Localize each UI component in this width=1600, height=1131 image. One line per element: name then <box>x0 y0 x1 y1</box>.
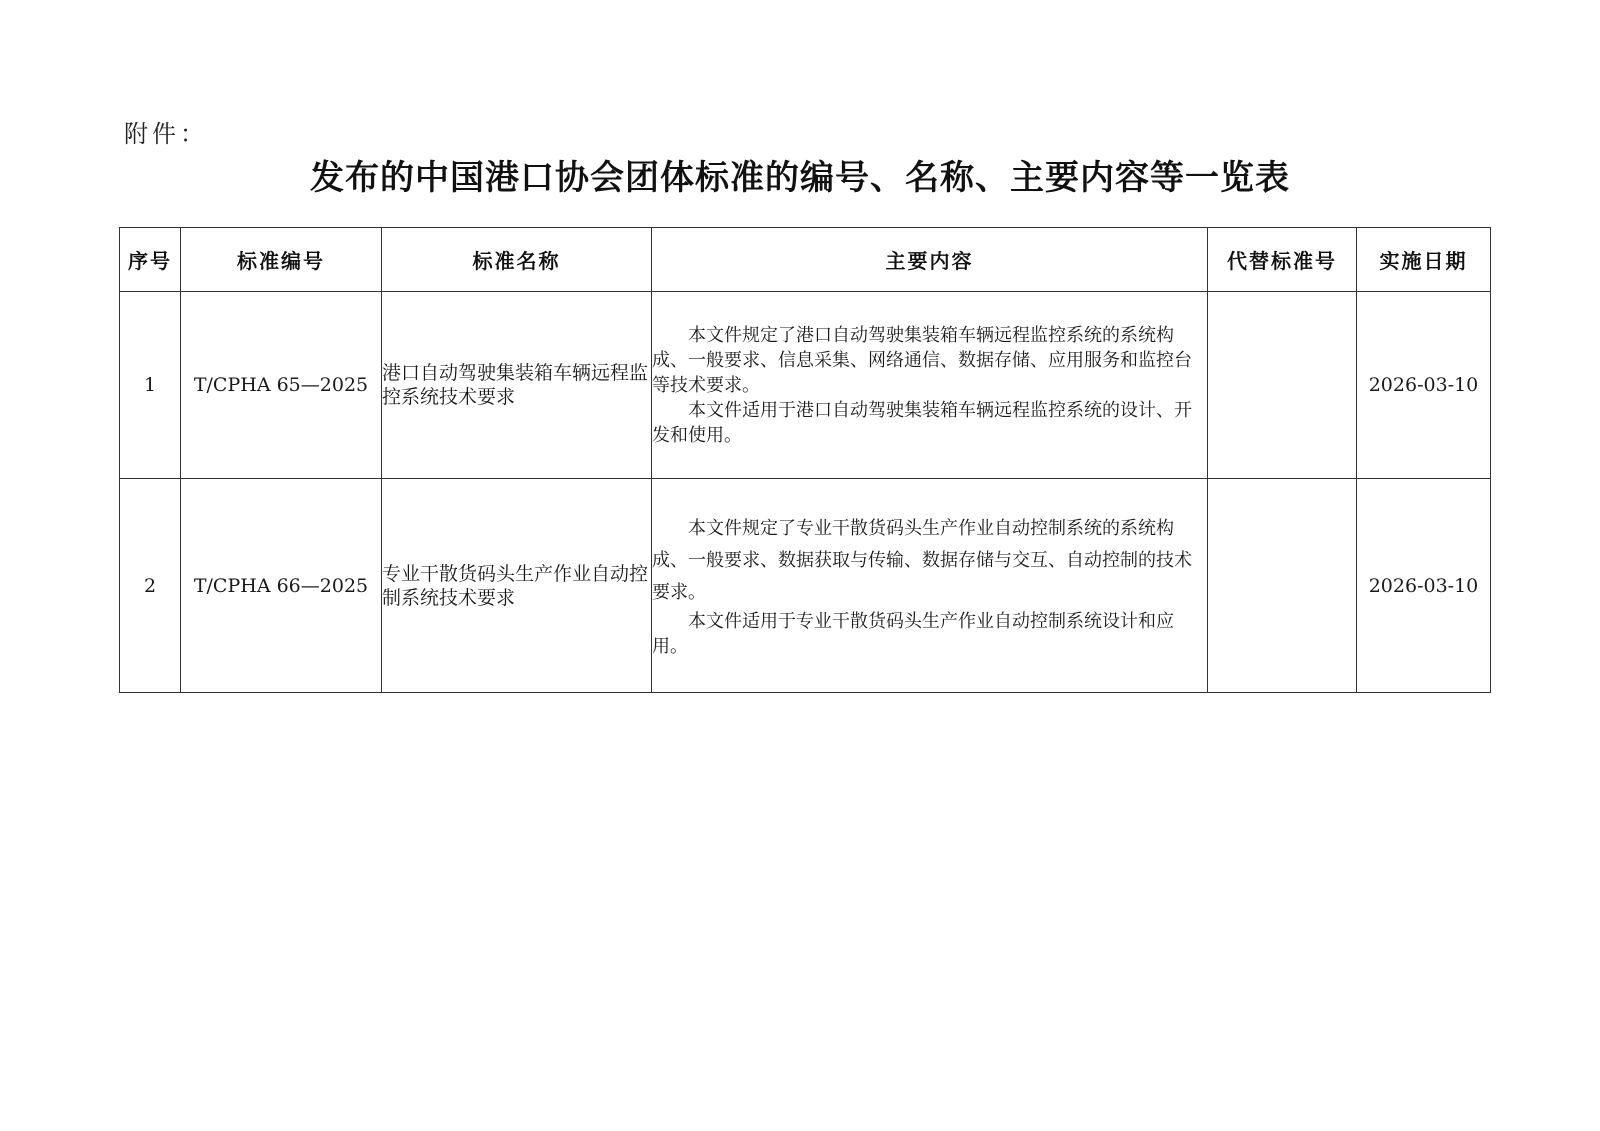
row-replaces <box>1208 479 1357 693</box>
header-date: 实施日期 <box>1357 228 1491 292</box>
content-paragraph: 本文件适用于专业干散货码头生产作业自动控制系统设计和应用。 <box>652 610 1174 657</box>
row-seq: 2 <box>120 479 181 693</box>
row-content <box>652 479 1208 693</box>
row-date: 2026-03-10 <box>1357 292 1491 479</box>
row-name: 港口自动驾驶集装箱车辆远程监控系统技术要求 <box>382 292 652 479</box>
table-header-row <box>120 228 1491 292</box>
row-date: 2026-03-10 <box>1357 479 1491 693</box>
table-row <box>120 479 1491 693</box>
row-seq: 1 <box>120 292 181 479</box>
header-content: 主要内容 <box>652 228 1208 292</box>
document-title: 发布的中国港口协会团体标准的编号、名称、主要内容等一览表 <box>310 158 1290 198</box>
row-code: T/CPHA 66—2025 <box>181 479 382 693</box>
header-code: 标准编号 <box>181 228 382 292</box>
header-replaces: 代替标准号 <box>1208 228 1357 292</box>
header-seq: 序号 <box>120 228 181 292</box>
row-code: T/CPHA 65—2025 <box>181 292 382 479</box>
content-paragraph: 本文件规定了港口自动驾驶集装箱车辆远程监控系统的系统构成、一般要求、信息采集、网络通信、数据存储、应用服务和监控台等技术要求。 <box>652 324 1192 396</box>
header-name: 标准名称 <box>382 228 652 292</box>
standards-table <box>119 227 1491 693</box>
row-name: 专业干散货码头生产作业自动控制系统技术要求 <box>382 479 652 693</box>
content-paragraph: 本文件规定了专业干散货码头生产作业自动控制系统的系统构成、一般要求、数据获取与传输、数据存储与交互、自动控制的技术要求。 <box>652 517 1192 603</box>
attachment-label: 附件： <box>124 120 208 148</box>
table-row <box>120 292 1491 479</box>
row-replaces <box>1208 292 1357 479</box>
content-paragraph: 本文件适用于港口自动驾驶集装箱车辆远程监控系统的设计、开发和使用。 <box>652 399 1192 446</box>
row-content <box>652 292 1208 479</box>
